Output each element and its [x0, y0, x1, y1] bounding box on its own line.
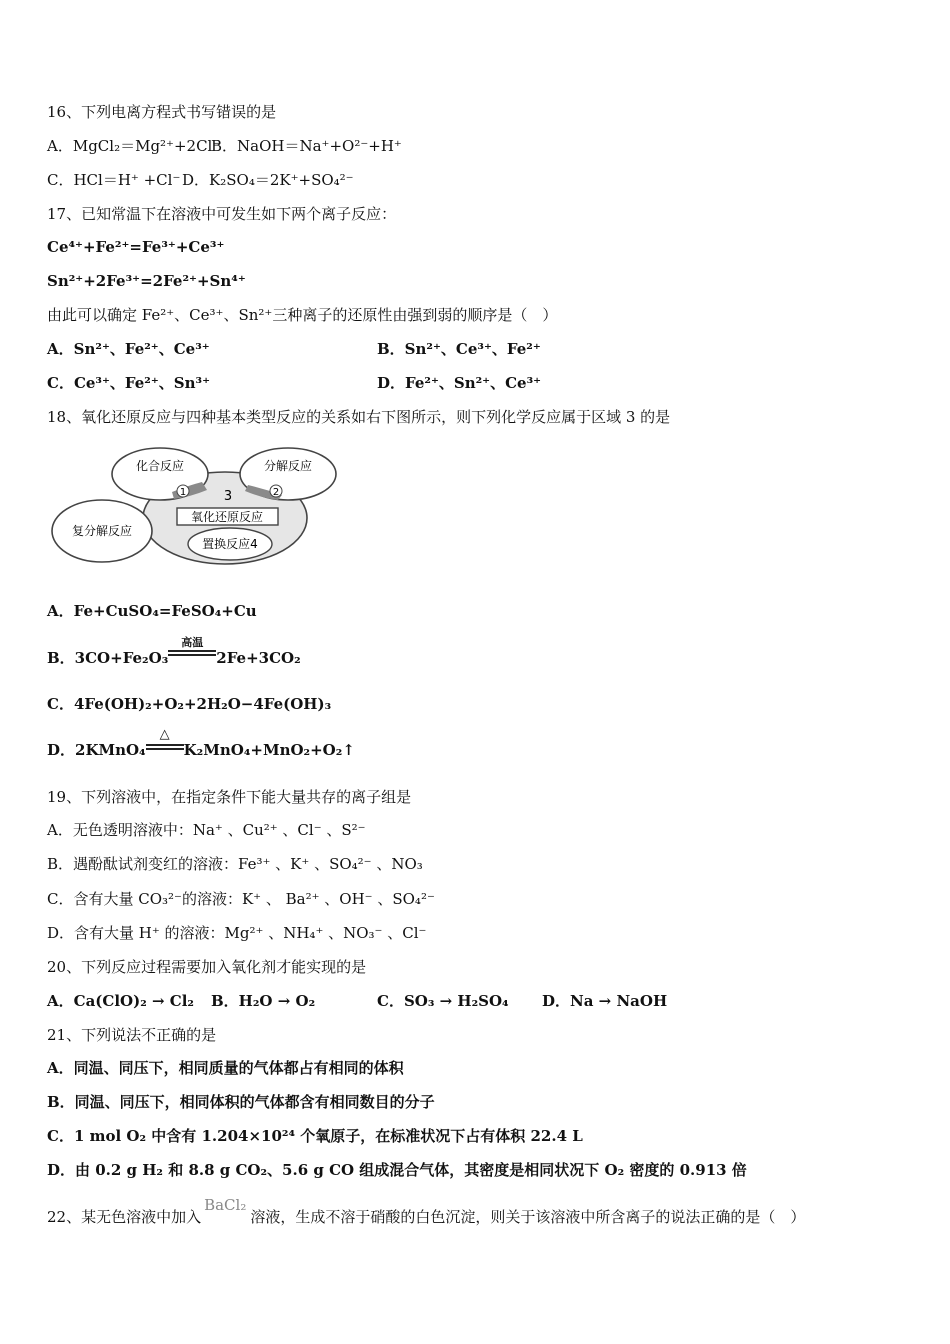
- q18-option-b-products: 2Fe+3CO₂: [216, 649, 301, 667]
- q17-options-row2: [47, 373, 647, 393]
- q18-option-c[interactable]: C．4Fe(OH)₂+O₂+2H₂O−4Fe(OH)₃: [47, 695, 332, 713]
- q21-option-a[interactable]: A．同温、同压下，相同质量的气体都占有相同的体积: [47, 1059, 404, 1077]
- q20-option-c[interactable]: C．SO₃ → H₂SO₄: [377, 992, 509, 1010]
- q18-option-b-reactants: B．3CO+Fe₂O₃: [47, 649, 169, 667]
- q17-equation-2: Sn²⁺+2Fe³⁺=2Fe²⁺+Sn⁴⁺: [47, 272, 246, 290]
- label-redox: 氧化还原反应: [190, 510, 264, 524]
- q21-stem: 21、下列说法不正确的是: [47, 1026, 217, 1044]
- q18-option-b[interactable]: [47, 636, 301, 668]
- label-displacement: 置换反应4: [202, 537, 258, 551]
- q17-stem: 17、已知常温下在溶液中可发生如下两个离子反应：: [47, 205, 397, 223]
- label-double-displacement: 复分解反应: [71, 524, 133, 538]
- q16-option-a[interactable]: A．MgCl₂＝Mg²⁺+2Cl⁻: [47, 137, 221, 155]
- q20-option-b[interactable]: B．H₂O → O₂: [211, 992, 316, 1010]
- label-region-3: 3: [223, 489, 233, 504]
- q16-options-row1: [47, 136, 447, 156]
- heat-condition: [146, 727, 184, 760]
- q20-options: [47, 991, 747, 1011]
- q22-stem-post: 溶液，生成不溶于硝酸的白色沉淀，则关于该溶液中所含离子的说法正确的是（ ）: [250, 1208, 806, 1226]
- q22-stem: [47, 1196, 806, 1227]
- label-combination: 化合反应: [135, 459, 185, 473]
- high-temp-label: 高温: [181, 636, 204, 649]
- q16-stem: 16、下列电离方程式书写错误的是: [47, 103, 277, 121]
- q21-option-d[interactable]: D．由 0.2 g H₂ 和 8.8 g CO₂、5.6 g CO 组成混合气体，其密度是相同状况下 O₂ 密度的 0.913 倍: [47, 1161, 747, 1179]
- q16-option-b[interactable]: B．NaOH＝Na⁺+O²⁻+H⁺: [211, 137, 402, 155]
- q19-option-c[interactable]: C．含有大量 CO₃²⁻的溶液：K⁺ 、 Ba²⁺ 、OH⁻ 、SO₄²⁻: [47, 890, 435, 908]
- q17-question: 由此可以确定 Fe²⁺、Ce³⁺、Sn²⁺三种离子的还原性由强到弱的顺序是（ ）: [47, 306, 558, 324]
- q21-option-b[interactable]: B．同温、同压下，相同体积的气体都含有相同数目的分子: [47, 1093, 435, 1111]
- q17-option-b[interactable]: B．Sn²⁺、Ce³⁺、Fe²⁺: [377, 340, 541, 358]
- q21-option-c[interactable]: C．1 mol O₂ 中含有 1.204×10²⁴ 个氧原子，在标准状况下占有体积 22.4 L: [47, 1127, 583, 1145]
- heat-triangle-symbol: △: [159, 727, 170, 742]
- q17-option-d[interactable]: D．Fe²⁺、Sn²⁺、Ce³⁺: [377, 374, 542, 392]
- q20-option-a[interactable]: A．Ca(ClO)₂ → Cl₂: [47, 992, 194, 1010]
- q20-option-d[interactable]: D．Na → NaOH: [542, 992, 668, 1010]
- label-region-2: 2: [272, 487, 280, 498]
- q17-equation-1: Ce⁴⁺+Fe²⁺=Fe³⁺+Ce³⁺: [47, 238, 225, 256]
- high-temp-condition: [168, 636, 216, 668]
- q18-option-a[interactable]: A．Fe+CuSO₄=FeSO₄+Cu: [47, 602, 257, 620]
- label-decomposition: 分解反应: [263, 459, 313, 473]
- q16-option-d[interactable]: D．K₂SO₄＝2K⁺+SO₄²⁻: [182, 171, 354, 189]
- q20-stem: 20、下列反应过程需要加入氧化剂才能实现的是: [47, 958, 367, 976]
- q18-option-d-reactants: D．2KMnO₄: [47, 741, 146, 759]
- q19-option-b[interactable]: B．遇酚酞试剂变红的溶液：Fe³⁺ 、K⁺ 、SO₄²⁻ 、NO₃: [47, 855, 423, 873]
- reaction-type-diagram: [50, 443, 345, 568]
- q22-reagent: BaCl₂: [204, 1196, 247, 1214]
- q17-options-row1: [47, 339, 647, 359]
- q19-option-d[interactable]: D．含有大量 H⁺ 的溶液：Mg²⁺ 、NH₄⁺ 、NO₃⁻ 、Cl⁻: [47, 924, 427, 942]
- q18-stem: 18、氧化还原反应与四种基本类型反应的关系如右下图所示，则下列化学反应属于区域 3 的是: [47, 408, 671, 426]
- q19-stem: 19、下列溶液中，在指定条件下能大量共存的离子组是: [47, 788, 412, 806]
- q17-option-a[interactable]: A．Sn²⁺、Fe²⁺、Ce³⁺: [47, 340, 210, 358]
- q16-options-row2: [47, 170, 447, 190]
- q17-option-c[interactable]: C．Ce³⁺、Fe²⁺、Sn³⁺: [47, 374, 210, 392]
- q18-option-d-products: K₂MnO₄+MnO₂+O₂↑: [183, 741, 355, 759]
- q16-option-c[interactable]: C．HCl＝H⁺ +Cl⁻: [47, 171, 181, 189]
- q18-option-d[interactable]: [47, 727, 355, 760]
- q22-stem-pre: 22、某无色溶液中加入: [47, 1208, 202, 1226]
- q19-option-a[interactable]: A．无色透明溶液中：Na⁺ 、Cu²⁺ 、Cl⁻ 、S²⁻: [47, 821, 366, 839]
- label-region-1: 1: [179, 487, 187, 498]
